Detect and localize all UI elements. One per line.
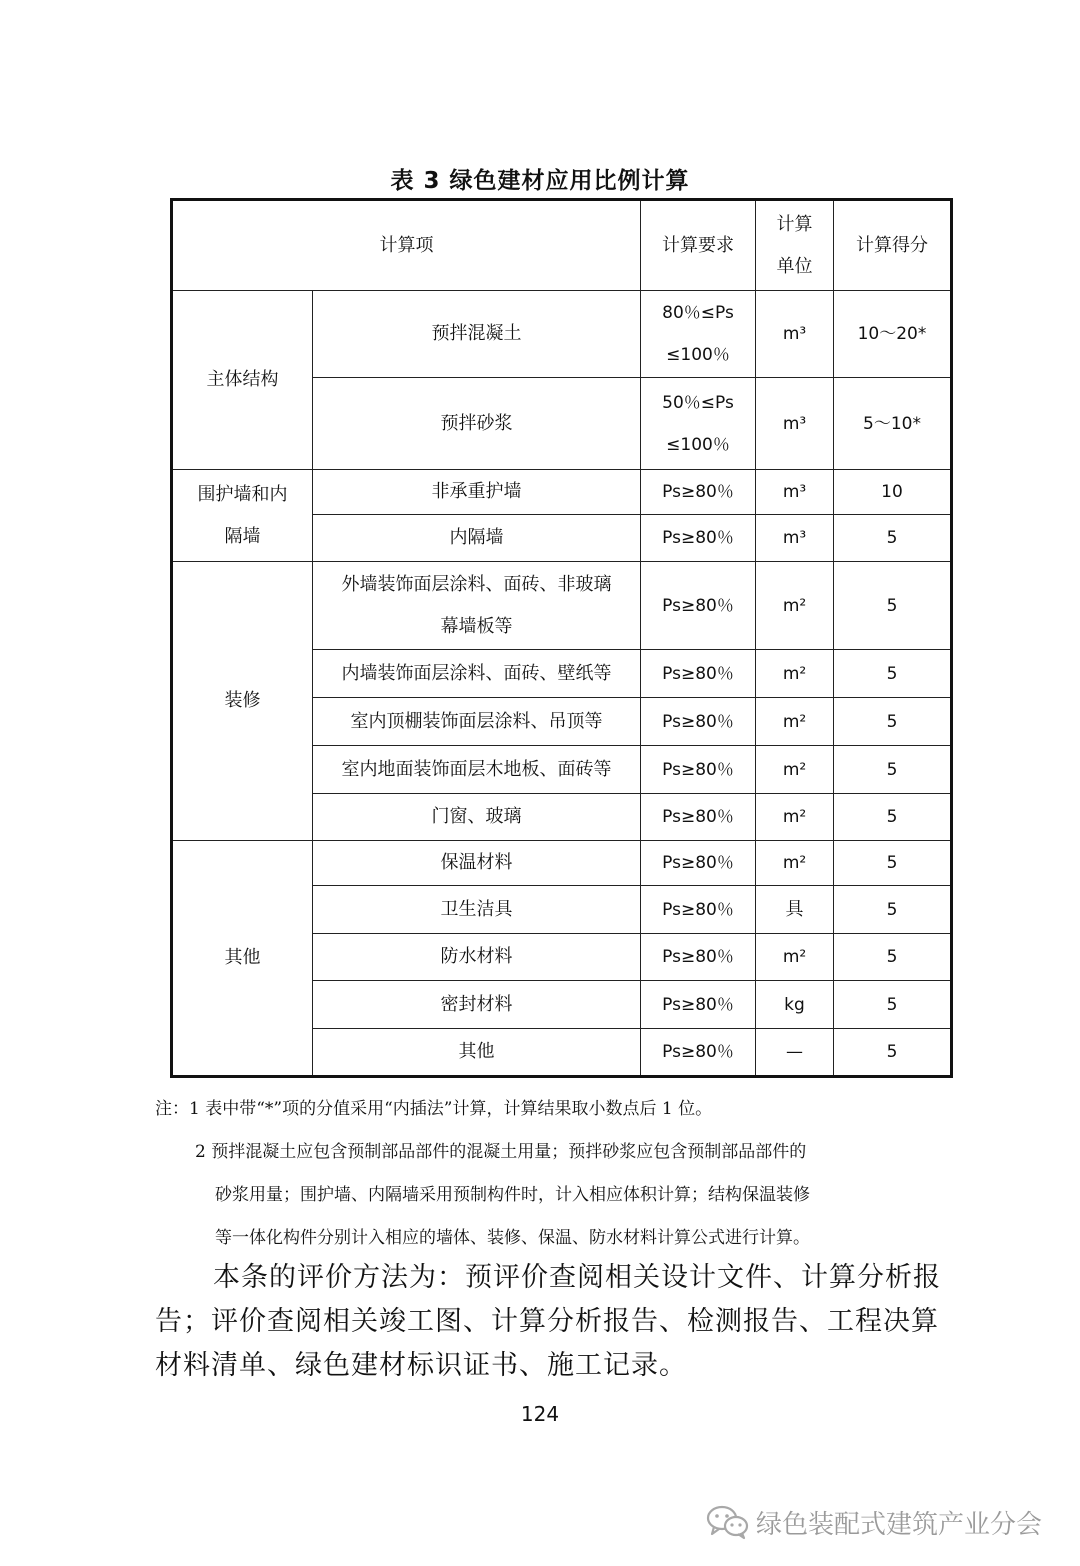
table-caption: 表 3 绿色建材应用比例计算 xyxy=(390,168,690,194)
row-requirement xyxy=(641,378,756,470)
row-requirement-line1: 50％≤Ps xyxy=(662,392,734,413)
row-requirement: Ps≥80％ xyxy=(641,981,756,1029)
row-item xyxy=(313,562,641,650)
row-unit: kg xyxy=(756,981,834,1029)
row-item: 其他 xyxy=(313,1029,641,1077)
row-requirement: Ps≥80％ xyxy=(641,470,756,515)
watermark-text: 绿色装配式建筑产业分会 xyxy=(756,1509,1043,1540)
row-requirement-line2: ≤100％ xyxy=(666,345,730,365)
group-wall-line2: 隔墙 xyxy=(224,525,261,547)
note-2-line3: 等一体化构件分别计入相应的墙体、装修、保温、防水材料计算公式进行计算。 xyxy=(215,1228,810,1248)
table-row xyxy=(172,562,952,650)
row-unit: m³ xyxy=(756,291,834,378)
row-requirement: Ps≥80％ xyxy=(641,886,756,934)
row-item: 非承重护墙 xyxy=(313,470,641,515)
row-unit: m³ xyxy=(756,470,834,515)
row-score: 5 xyxy=(834,934,952,981)
group-wall xyxy=(172,470,313,562)
group-other: 其他 xyxy=(172,841,313,1077)
note-2-line1: 2 预拌混凝土应包含预制部品部件的混凝土用量；预拌砂浆应包含预制部品部件的 xyxy=(195,1142,807,1162)
row-item-line2: 幕墙板等 xyxy=(440,615,513,637)
header-item: 计算项 xyxy=(172,200,641,291)
row-score: 5 xyxy=(834,746,952,794)
group-main-structure: 主体结构 xyxy=(172,291,313,470)
row-requirement: Ps≥80％ xyxy=(641,650,756,698)
paragraph-line1: 本条的评价方法为：预评价查阅相关设计文件、计算分析报 xyxy=(213,1262,941,1293)
row-requirement-line1: 80％≤Ps xyxy=(662,303,734,323)
row-item: 内隔墙 xyxy=(313,515,641,562)
paragraph-line3: 材料清单、绿色建材标识证书、施工记录。 xyxy=(155,1350,687,1381)
table-row xyxy=(172,841,952,886)
row-requirement xyxy=(641,291,756,378)
group-decoration: 装修 xyxy=(172,562,313,841)
row-requirement: Ps≥80％ xyxy=(641,746,756,794)
row-item: 卫生洁具 xyxy=(313,886,641,934)
row-score: 5 xyxy=(834,841,952,886)
green-material-table xyxy=(170,198,953,1078)
row-unit: m² xyxy=(756,746,834,794)
row-item: 保温材料 xyxy=(313,841,641,886)
table-row xyxy=(172,470,952,515)
row-item: 室内顶棚装饰面层涂料、吊顶等 xyxy=(313,698,641,746)
row-unit: m² xyxy=(756,698,834,746)
evaluation-method-paragraph xyxy=(155,1256,965,1388)
row-score: 5 xyxy=(834,650,952,698)
row-score: 10 xyxy=(834,470,952,515)
row-item: 防水材料 xyxy=(313,934,641,981)
row-unit: m³ xyxy=(756,515,834,562)
wechat-icon xyxy=(706,1504,750,1540)
row-score: 5 xyxy=(834,886,952,934)
row-item-line1: 外墙装饰面层涂料、面砖、非玻璃 xyxy=(341,573,612,595)
page-number: 124 xyxy=(520,1402,560,1426)
row-item: 预拌砂浆 xyxy=(313,378,641,470)
row-item: 门窗、玻璃 xyxy=(313,794,641,841)
row-item: 密封材料 xyxy=(313,981,641,1029)
row-requirement: Ps≥80％ xyxy=(641,698,756,746)
header-requirement: 计算要求 xyxy=(641,200,756,291)
header-score: 计算得分 xyxy=(834,200,952,291)
header-unit-line1: 计算 xyxy=(776,213,813,235)
row-score: 5 xyxy=(834,515,952,562)
row-score: 5～10* xyxy=(834,378,952,470)
row-score: 5 xyxy=(834,698,952,746)
header-unit xyxy=(756,200,834,291)
row-requirement-line2: ≤100％ xyxy=(666,434,730,455)
table-notes xyxy=(155,1088,955,1260)
row-score: 5 xyxy=(834,1029,952,1077)
row-score: 5 xyxy=(834,981,952,1029)
row-item: 预拌混凝土 xyxy=(313,291,641,378)
row-requirement: Ps≥80％ xyxy=(641,794,756,841)
row-unit: m² xyxy=(756,650,834,698)
row-unit: m² xyxy=(756,934,834,981)
row-requirement: Ps≥80％ xyxy=(641,562,756,650)
row-unit: m² xyxy=(756,562,834,650)
row-requirement: Ps≥80％ xyxy=(641,1029,756,1077)
row-unit: m² xyxy=(756,794,834,841)
row-unit: — xyxy=(756,1029,834,1077)
table-header-row xyxy=(172,200,952,291)
row-score: 5 xyxy=(834,794,952,841)
note-2-line2: 砂浆用量；围护墙、内隔墙采用预制构件时，计入相应体积计算；结构保温装修 xyxy=(215,1185,810,1205)
row-unit: m² xyxy=(756,841,834,886)
header-unit-line2: 单位 xyxy=(776,255,813,277)
row-unit: 具 xyxy=(756,886,834,934)
row-score: 5 xyxy=(834,562,952,650)
row-requirement: Ps≥80％ xyxy=(641,841,756,886)
table-row xyxy=(172,291,952,378)
row-requirement: Ps≥80％ xyxy=(641,515,756,562)
row-requirement: Ps≥80％ xyxy=(641,934,756,981)
note-1: 注：1 表中带“*”项的分值采用“内插法”计算，计算结果取小数点后 1 位。 xyxy=(155,1099,713,1119)
paragraph-line2: 告；评价查阅相关竣工图、计算分析报告、检测报告、工程决算 xyxy=(155,1306,939,1337)
row-item: 内墙装饰面层涂料、面砖、壁纸等 xyxy=(313,650,641,698)
row-score: 10～20* xyxy=(834,291,952,378)
row-item: 室内地面装饰面层木地板、面砖等 xyxy=(313,746,641,794)
group-wall-line1: 围护墙和内 xyxy=(197,483,288,505)
watermark xyxy=(706,1502,1042,1542)
row-unit: m³ xyxy=(756,378,834,470)
